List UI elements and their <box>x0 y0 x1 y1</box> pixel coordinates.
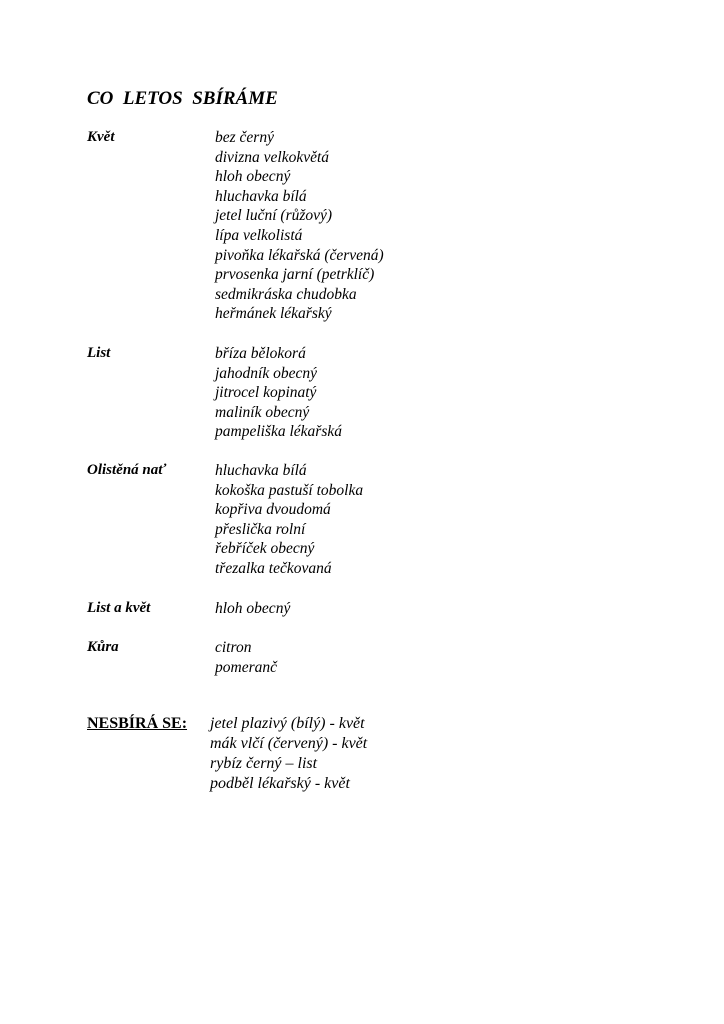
list-item: mák vlčí (červený) - květ <box>210 735 368 752</box>
section-label: Olistěná nať <box>87 462 167 478</box>
list-item: jetel plazivý (bílý) - květ <box>210 715 365 732</box>
list-item: divizna velkokvětá <box>215 148 330 166</box>
section-label: List a květ <box>87 600 151 616</box>
exclusions-label: NESBÍRÁ SE: <box>87 715 188 732</box>
list-item: lípa velkolistá <box>215 226 303 244</box>
list-item: jahodník obecný <box>215 364 318 382</box>
section-label: List <box>87 345 111 361</box>
page-title: CO LETOS SBÍRÁME <box>87 88 278 109</box>
list-item: maliník obecný <box>215 403 310 421</box>
list-item: kokoška pastuší tobolka <box>215 481 364 499</box>
list-item: sedmikráska chudobka <box>215 285 357 303</box>
list-item: pampeliška lékařská <box>215 423 342 441</box>
list-item: hloh obecný <box>215 600 291 617</box>
item-list <box>215 461 363 579</box>
item-list <box>215 344 342 442</box>
list-item: jitrocel kopinatý <box>215 384 317 402</box>
exclusions-list <box>210 714 367 794</box>
list-item: bříza bělokorá <box>215 345 306 362</box>
item-list <box>215 599 290 619</box>
list-item: hluchavka bílá <box>215 187 307 205</box>
item-list <box>215 638 277 677</box>
list-item: třezalka tečkovaná <box>215 559 332 577</box>
list-item: heřmánek lékařský <box>215 305 332 323</box>
list-item: rybíz černý – list <box>210 755 318 772</box>
list-item: bez černý <box>215 129 274 146</box>
list-item: hluchavka bílá <box>215 462 307 479</box>
list-item: hloh obecný <box>215 168 291 186</box>
list-item: podběl lékařský - květ <box>210 775 350 792</box>
list-item: řebříček obecný <box>215 540 315 558</box>
list-item: přeslička rolní <box>215 520 306 538</box>
section-label: Květ <box>87 129 115 145</box>
list-item: jetel luční (růžový) <box>215 207 333 225</box>
list-item: citron <box>215 639 252 656</box>
list-item: pomeranč <box>215 658 277 676</box>
list-item: pivoňka lékařská (červená) <box>215 246 384 264</box>
item-list <box>215 128 384 324</box>
list-item: prvosenka jarní (petrklíč) <box>215 266 375 284</box>
section-label: Kůra <box>87 639 119 655</box>
list-item: kopřiva dvoudomá <box>215 501 331 519</box>
